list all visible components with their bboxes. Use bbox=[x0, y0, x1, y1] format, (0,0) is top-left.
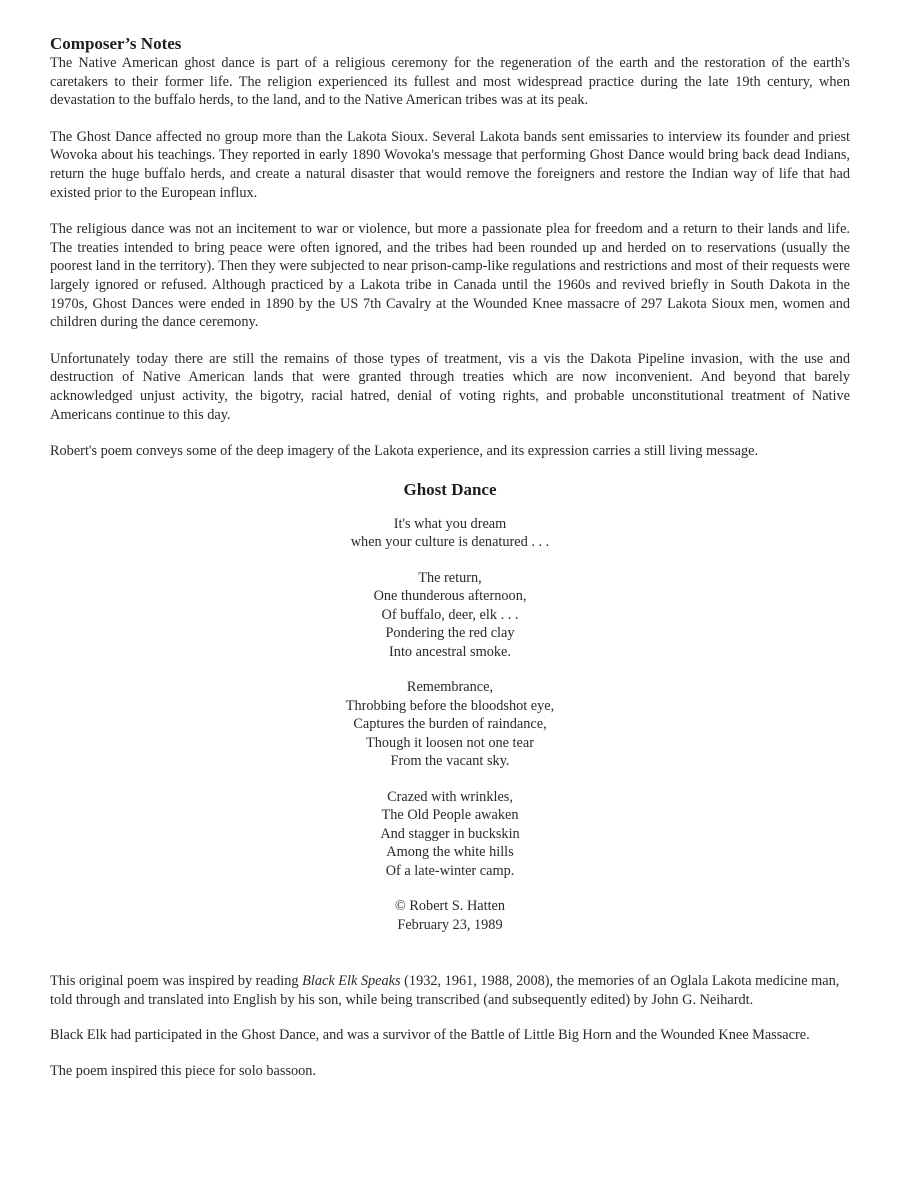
poem-line: It's what you dream bbox=[393, 515, 507, 532]
notes-paragraph-2: The Ghost Dance affected no group more than the Lakota Sioux. Several Lakota bands sent emissaries to interview its founder and priest Wovoka about his teachings. They reported in early 1890 Wovoka's message that performing Ghost Dance would bring back dead Indians, return the huge buffalo herds, and create a natural disaster that would remove the foreigners and restore the Indian way of life that had existed prior to the European influx. bbox=[50, 128, 850, 201]
poem-line: Captures the burden of raindance, bbox=[353, 716, 547, 733]
notes-paragraph-4: Unfortunately today there are still the remains of those types of treatment, vis a vis the Dakota Pipeline invasion, with the use and destruction of Native American lands that were granted through treaties which are now inconvenient. And beyond that barely acknowledged unjust activity, the bigotry, racial hatred, denial of voting rights, and probable unconstitutional treatment of Native Americans continue to this day. bbox=[50, 350, 850, 423]
poem-line: Though it loosen not one tear bbox=[366, 734, 534, 751]
poem-stanza-3 bbox=[50, 678, 850, 771]
poem-line: Into ancestral smoke. bbox=[389, 643, 511, 660]
afterword-paragraph-1 bbox=[50, 972, 850, 1009]
composers-notes bbox=[50, 34, 850, 461]
poem-line: The return, bbox=[418, 569, 482, 586]
poem-stanza-4 bbox=[50, 788, 850, 881]
poem-line: Crazed with wrinkles, bbox=[387, 788, 513, 805]
poem-line: Of buffalo, deer, elk . . . bbox=[381, 606, 519, 623]
poem-line: when your culture is denatured . . . bbox=[350, 534, 550, 551]
afterword bbox=[50, 972, 850, 1080]
notes-paragraph-1: The Native American ghost dance is part of a religious ceremony for the regeneration of the earth and the restoration of the earth's caretakers to their former life. The religion experienced its fullest and most widespread practice during the late 19th century, when devastation to the buffalo herds, to the land, and to the Native American tribes was at its peak. bbox=[50, 55, 850, 109]
poem-line: Remembrance, bbox=[406, 679, 494, 696]
poem-title: Ghost Dance bbox=[403, 479, 497, 499]
afterword-paragraph-3: The poem inspired this piece for solo bassoon. bbox=[50, 1062, 317, 1079]
poem-line: From the vacant sky. bbox=[390, 753, 510, 770]
poem-stanza-1 bbox=[50, 515, 850, 552]
notes-title: Composer’s Notes bbox=[50, 34, 182, 53]
poem bbox=[50, 479, 850, 935]
afterword-paragraph-2: Black Elk had participated in the Ghost Dance, and was a survivor of the Battle of Little Big Horn and the Wounded Knee Massacre. bbox=[50, 1027, 810, 1044]
notes-paragraph-3: The religious dance was not an incitement to war or violence, but more a passionate plea for freedom and a return to their lands and life. The treaties intended to bring peace were often ignored, and the tribes had been rounded up and herded on to reservations (usually the poorest land in the territory). Then they were subjected to near prison-camp-like regulations and restrictions and most of their requests were largely ignored or refused. Although practiced by a Lakota tribe in Canada until the 1960s and revived briefly in South Dakota in the 1970s, Ghost Dances were ended in 1890 by the US 7th Cavalry at the Wounded Knee massacre of 297 Lakota Sioux men, women and children during the dance ceremony. bbox=[50, 221, 850, 331]
poem-line: And stagger in buckskin bbox=[380, 825, 520, 842]
notes-paragraph-5: Robert's poem conveys some of the deep imagery of the Lakota experience, and its expression carries a still living message. bbox=[50, 443, 759, 460]
afterword-text: This original poem was inspired by reading bbox=[50, 973, 303, 990]
afterword-text: (1932, 1961, 1988, 2008), the memories of an Oglala Lakota medicine man, told through and translated into English by his son, while being transcribed (and subsequently edited) by John G. Neihardt. bbox=[50, 973, 840, 1008]
poem-line: Pondering the red clay bbox=[385, 625, 515, 642]
poem-line: Throbbing before the bloodshot eye, bbox=[345, 697, 555, 714]
poem-stanza-2 bbox=[50, 569, 850, 662]
poem-date: February 23, 1989 bbox=[397, 916, 503, 933]
poem-line: Among the white hills bbox=[386, 844, 514, 861]
poem-line: Of a late-winter camp. bbox=[385, 862, 515, 879]
poem-line: The Old People awaken bbox=[381, 807, 519, 824]
book-title: Black Elk Speaks bbox=[302, 973, 401, 990]
document-page bbox=[50, 34, 850, 1098]
poem-line: One thunderous afternoon, bbox=[373, 588, 527, 605]
poem-author: © Robert S. Hatten bbox=[394, 898, 506, 915]
poem-signature bbox=[50, 897, 850, 934]
